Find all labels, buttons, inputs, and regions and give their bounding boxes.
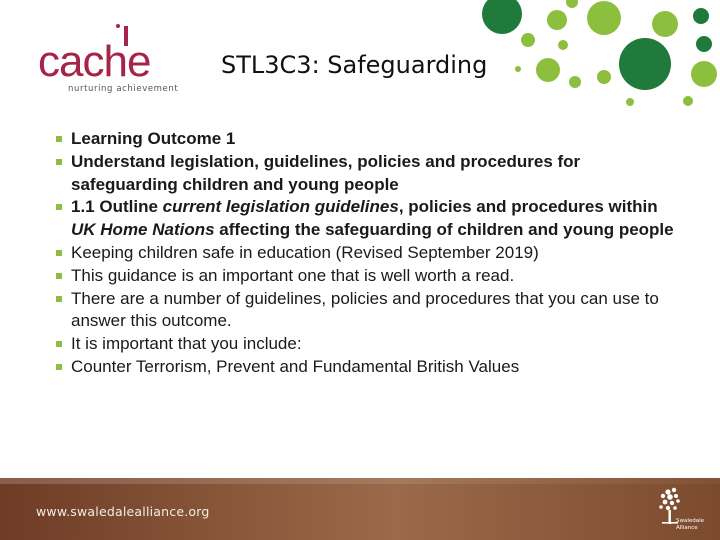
footer-brand-line: Alliance xyxy=(676,524,698,531)
bullet-outline-part: 1.1 Outline xyxy=(71,197,163,217)
logo-wordmark: cache xyxy=(38,37,151,86)
bullet-outline-part: affecting the safeguarding of children and young people xyxy=(214,220,674,240)
dot xyxy=(696,36,712,52)
dot xyxy=(566,0,578,8)
dot xyxy=(597,70,611,84)
bullet-outline-part: current legislation guidelines xyxy=(162,197,399,217)
bullet-list xyxy=(56,128,686,379)
bullet-outline-part: , policies and procedures within xyxy=(398,197,658,217)
bullet-guidelines: There are a number of guidelines, policies and procedures that you can use to answer this outcome. xyxy=(56,288,686,334)
dot xyxy=(558,40,568,50)
dot xyxy=(691,61,717,87)
dot xyxy=(569,76,581,88)
dot xyxy=(587,1,621,35)
logo-tagline: nurturing achievement xyxy=(68,84,179,94)
bullet-counter-terrorism: Counter Terrorism, Prevent and Fundamental British Values xyxy=(56,356,686,379)
dot xyxy=(652,11,678,37)
bullet-understand-legislation: Understand legislation, guidelines, policies and procedures for safeguarding children and young people xyxy=(56,151,686,197)
bullet-keeping-children-safe: Keeping children safe in education (Revised September 2019) xyxy=(56,242,686,265)
bullet-guidance: This guidance is an important one that is well worth a read. xyxy=(56,265,686,288)
dot xyxy=(619,38,671,90)
dot xyxy=(482,0,522,34)
dot xyxy=(683,96,693,106)
footer-highlight xyxy=(0,478,720,484)
decorative-dots xyxy=(0,0,720,110)
footer-url: www.swaledalealliance.org xyxy=(36,504,210,519)
dot xyxy=(515,66,521,72)
dot xyxy=(547,10,567,30)
footer-brand xyxy=(676,518,704,531)
bullet-outline xyxy=(56,196,686,242)
bullet-learning-outcome: Learning Outcome 1 xyxy=(56,128,686,151)
bullet-outline-part: UK Home Nations xyxy=(71,220,215,240)
dot xyxy=(626,98,634,106)
bullet-include: It is important that you include: xyxy=(56,333,686,356)
slide-title: STL3C3: Safeguarding xyxy=(221,51,488,79)
dot xyxy=(693,8,709,24)
dot xyxy=(521,33,535,47)
dot xyxy=(536,58,560,82)
footer-brand-line: Swaledale xyxy=(676,518,705,524)
